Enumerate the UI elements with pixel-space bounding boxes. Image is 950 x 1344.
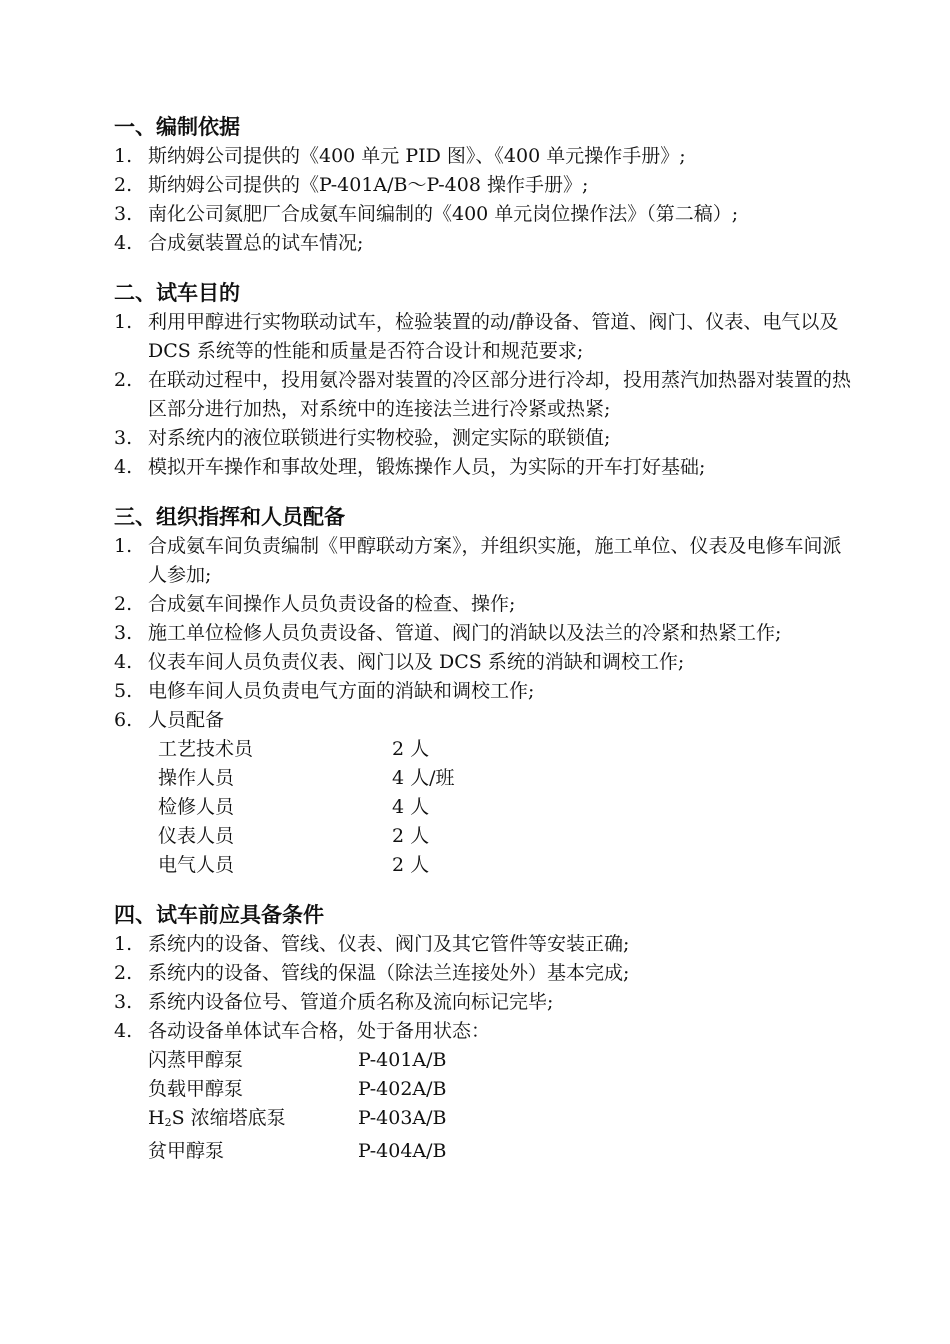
list-item: [114, 200, 854, 229]
item-text: 合成氨车间操作人员负责设备的检查、操作;: [148, 593, 516, 615]
item-number: 1.: [114, 145, 133, 167]
section-title: 四、试车前应具备条件: [114, 903, 324, 927]
staff-row: [114, 793, 854, 822]
staff-role: 电气人员: [158, 854, 235, 876]
item-number: 1.: [114, 933, 133, 955]
list-item: [114, 930, 854, 959]
equipment-tag: P-402A/B: [358, 1078, 447, 1100]
staff-count: 2 人: [392, 825, 430, 847]
list-item: [114, 648, 854, 677]
item-text: 南化公司氮肥厂合成氨车间编制的《400 单元岗位操作法》（第二稿）;: [148, 203, 739, 225]
staff-count: 2 人: [392, 854, 430, 876]
staff-row: [114, 764, 854, 793]
equipment-name: 负载甲醇泵: [148, 1078, 244, 1100]
section-title: 二、试车目的: [114, 281, 240, 305]
staff-role: 操作人员: [158, 767, 235, 789]
staff-count: 4 人: [392, 796, 430, 818]
item-number: 4.: [114, 651, 133, 673]
item-text: 在联动过程中，投用氨冷器对装置的冷区部分进行冷却，投用蒸汽加热器对装置的热区部分进行加热，对系统中的连接法兰进行冷紧或热紧;: [148, 369, 852, 420]
item-number: 3.: [114, 427, 133, 449]
equipment-table: [114, 1046, 854, 1166]
document-page: [114, 112, 854, 1186]
item-number: 5.: [114, 680, 133, 702]
list-item: [114, 366, 854, 424]
item-text: 系统内设备位号、管道介质名称及流向标记完毕;: [148, 991, 554, 1013]
list-item: [114, 706, 854, 735]
item-number: 2.: [114, 593, 133, 615]
item-text: 斯纳姆公司提供的《P-401A/B～P-408 操作手册》;: [148, 174, 589, 196]
equipment-name-rest: S 浓缩塔底泵: [171, 1107, 286, 1129]
staff-row: [114, 735, 854, 764]
staff-role: 检修人员: [158, 796, 235, 818]
list-item: [114, 959, 854, 988]
list-item: [114, 532, 854, 590]
item-number: 2.: [114, 962, 133, 984]
section-purpose: [114, 278, 854, 482]
item-number: 4.: [114, 1020, 133, 1042]
equipment-name: 贫甲醇泵: [148, 1140, 225, 1162]
equipment-tag: P-404A/B: [358, 1140, 447, 1162]
item-number: 4.: [114, 232, 133, 254]
equipment-tag: P-403A/B: [358, 1107, 447, 1129]
item-text: 斯纳姆公司提供的《400 单元 PID 图》、《400 单元操作手册》;: [148, 145, 686, 167]
equipment-row: [114, 1104, 854, 1137]
list-item: [114, 590, 854, 619]
equipment-name-subscript: 2: [164, 1116, 172, 1129]
staff-role: 仪表人员: [158, 825, 235, 847]
item-text: 合成氨车间负责编制《甲醇联动方案》，并组织实施，施工单位、仪表及电修车间派人参加;: [148, 535, 842, 586]
equipment-name: 闪蒸甲醇泵: [148, 1049, 244, 1071]
equipment-row: [114, 1137, 854, 1166]
item-text: 系统内的设备、管线的保温（除法兰连接处外）基本完成;: [148, 962, 630, 984]
item-text: 利用甲醇进行实物联动试车，检验装置的动/静设备、管道、阀门、仪表、电气以及 DCS 系统等的性能和质量是否符合设计和规范要求;: [148, 311, 839, 362]
item-text: 模拟开车操作和事故处理，锻炼操作人员，为实际的开车打好基础;: [148, 456, 706, 478]
staff-row: [114, 822, 854, 851]
section-preconditions: [114, 900, 854, 1166]
list-item: [114, 142, 854, 171]
list-item: [114, 308, 854, 366]
section-title: 一、编制依据: [114, 115, 240, 139]
staff-row: [114, 851, 854, 880]
item-text: 对系统内的液位联锁进行实物校验，测定实际的联锁值;: [148, 427, 611, 449]
item-number: 3.: [114, 203, 133, 225]
staff-role: 工艺技术员: [158, 738, 254, 760]
staff-count: 4 人/班: [392, 767, 455, 789]
equipment-row: [114, 1075, 854, 1104]
item-text: 施工单位检修人员负责设备、管道、阀门的消缺以及法兰的冷紧和热紧工作;: [148, 622, 782, 644]
item-number: 6.: [114, 709, 133, 731]
item-text: 合成氨装置总的试车情况;: [148, 232, 364, 254]
list-item: [114, 171, 854, 200]
item-number: 3.: [114, 991, 133, 1013]
section-basis: [114, 112, 854, 258]
equipment-name-prefix: H: [148, 1107, 165, 1129]
item-number: 2.: [114, 174, 133, 196]
item-text: 各动设备单体试车合格，处于备用状态：: [148, 1020, 491, 1042]
equipment-row: [114, 1046, 854, 1075]
item-number: 3.: [114, 622, 133, 644]
item-number: 4.: [114, 456, 133, 478]
item-text: 系统内的设备、管线、仪表、阀门及其它管件等安装正确;: [148, 933, 630, 955]
section-organization: [114, 502, 854, 880]
item-text: 电修车间人员负责电气方面的消缺和调校工作;: [148, 680, 535, 702]
list-item: [114, 229, 854, 258]
list-item: [114, 988, 854, 1017]
list-item: [114, 1017, 854, 1046]
equipment-name: [148, 1104, 358, 1137]
item-number: 1.: [114, 535, 133, 557]
item-text: 仪表车间人员负责仪表、阀门以及 DCS 系统的消缺和调校工作;: [148, 651, 685, 673]
list-item: [114, 619, 854, 648]
list-item: [114, 424, 854, 453]
list-item: [114, 453, 854, 482]
item-number: 1.: [114, 311, 133, 333]
equipment-tag: P-401A/B: [358, 1049, 447, 1071]
section-title: 三、组织指挥和人员配备: [114, 505, 345, 529]
item-text: 人员配备: [148, 709, 225, 731]
list-item: [114, 677, 854, 706]
item-number: 2.: [114, 369, 133, 391]
staff-table: [114, 735, 854, 880]
staff-count: 2 人: [392, 738, 430, 760]
